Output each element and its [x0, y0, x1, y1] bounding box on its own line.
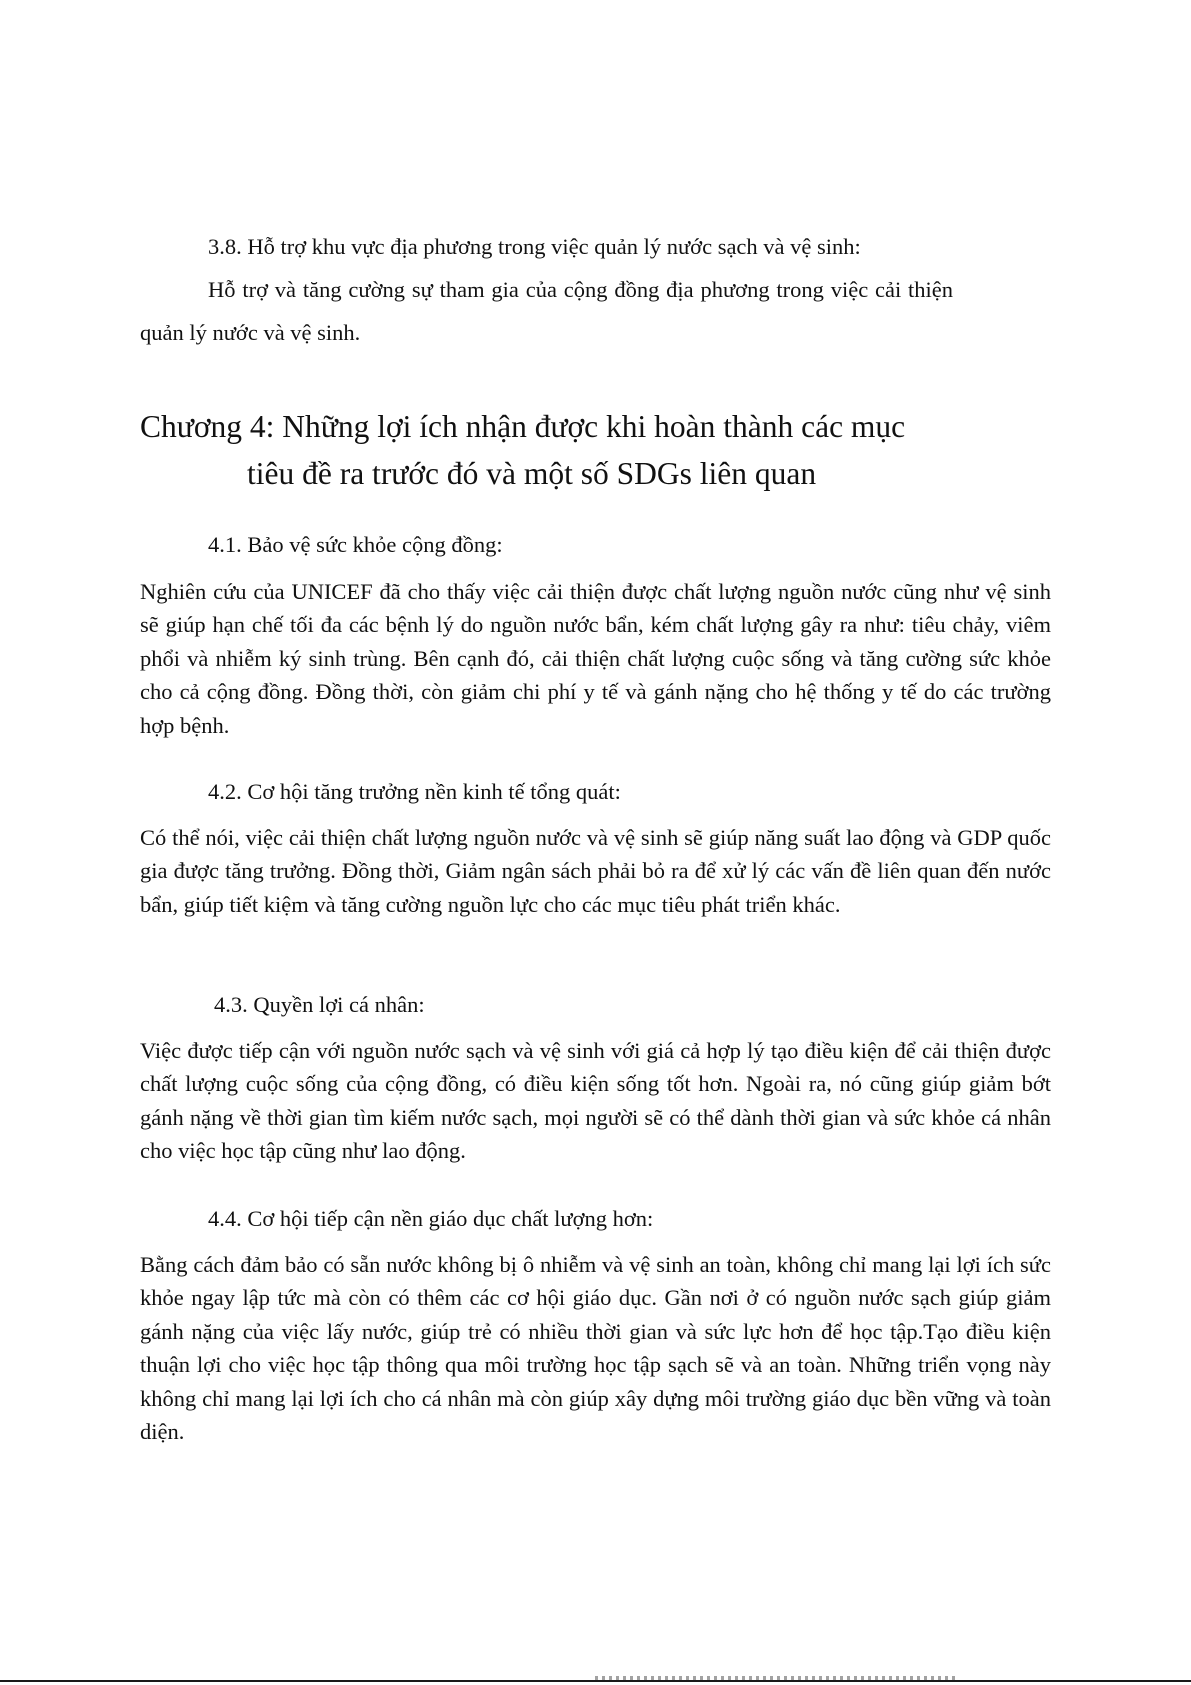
- section-3-8-body-line-2: quản lý nước và vệ sinh.: [140, 320, 361, 345]
- chapter-4-title: [140, 403, 1051, 497]
- chapter-4-title-line-1: Chương 4: Những lợi ích nhận được khi hoàn thành các mục: [140, 409, 906, 444]
- section-3-8-body-line-1: Hỗ trợ và tăng cường sự tham gia của cộng đồng địa phương trong việc cải thiện: [208, 277, 954, 302]
- section-4-4-heading: 4.4. Cơ hội tiếp cận nền giáo dục chất lượng hơn:: [208, 1206, 654, 1231]
- section-4-3-body: Việc được tiếp cận với nguồn nước sạch và vệ sinh với giá cả hợp lý tạo điều kiện để cải thiện được chất lượng cuộc sống của cộng đồng, có điều kiện sống tốt hơn. Ngoài ra, nó cũng giúp giảm bớt gánh nặng về thời gian tìm kiếm nước sạch, mọi người sẽ có thể dành thời gian và sức khỏe cá nhân cho việc học tập cũng như lao động.: [140, 1038, 1051, 1164]
- section-4-1-body: Nghiên cứu của UNICEF đã cho thấy việc cải thiện được chất lượng nguồn nước cũng như vệ sinh sẽ giúp hạn chế tối đa các bệnh lý do nguồn nước bẩn, kém chất lượng gây ra như: tiêu chảy, viêm phổi và nhiễm ký sinh trùng. Bên cạnh đó, cải thiện chất lượng cuộc sống và tăng cường sức khỏe cho cả cộng đồng. Đồng thời, còn giảm chi phí y tế và gánh nặng cho hệ thống y tế do các trường hợp bệnh.: [140, 579, 1051, 738]
- section-3-8-heading: 3.8. Hỗ trợ khu vực địa phương trong việc quản lý nước sạch và vệ sinh:: [208, 234, 861, 259]
- section-4-3-heading: 4.3. Quyền lợi cá nhân:: [214, 992, 425, 1017]
- section-4-2-body: Có thể nói, việc cải thiện chất lượng nguồn nước và vệ sinh sẽ giúp năng suất lao động và GDP quốc gia được tăng trưởng. Đồng thời, Giảm ngân sách phải bỏ ra để xử lý các vấn đề liên quan đến nước bẩn, giúp tiết kiệm và tăng cường nguồn lực cho các mục tiêu phát triển khác.: [140, 825, 1051, 917]
- section-4-4-body: Bằng cách đảm bảo có sẵn nước không bị ô nhiễm và vệ sinh an toàn, không chỉ mang lại lợi ích sức khỏe ngay lập tức mà còn có thêm các cơ hội giáo dục. Gần nơi ở có nguồn nước sạch giúp giảm gánh nặng của việc lấy nước, giúp trẻ có nhiều thời gian và sức lực hơn để học tập.Tạo điều kiện thuận lợi cho việc học tập thông qua môi trường học tập sạch sẽ và an toàn. Những triển vọng này không chỉ mang lại lợi ích cho cá nhân mà còn giúp xây dựng môi trường giáo dục bền vững và toàn diện.: [140, 1252, 1051, 1445]
- section-4-2-heading: 4.2. Cơ hội tăng trưởng nền kinh tế tổng quát:: [208, 779, 621, 804]
- footer-rule: [0, 1680, 1191, 1682]
- section-4-1-heading: 4.1. Bảo vệ sức khỏe cộng đồng:: [208, 532, 503, 557]
- chapter-4-title-line-2: tiêu đề ra trước đó và một số SDGs liên quan: [247, 456, 817, 491]
